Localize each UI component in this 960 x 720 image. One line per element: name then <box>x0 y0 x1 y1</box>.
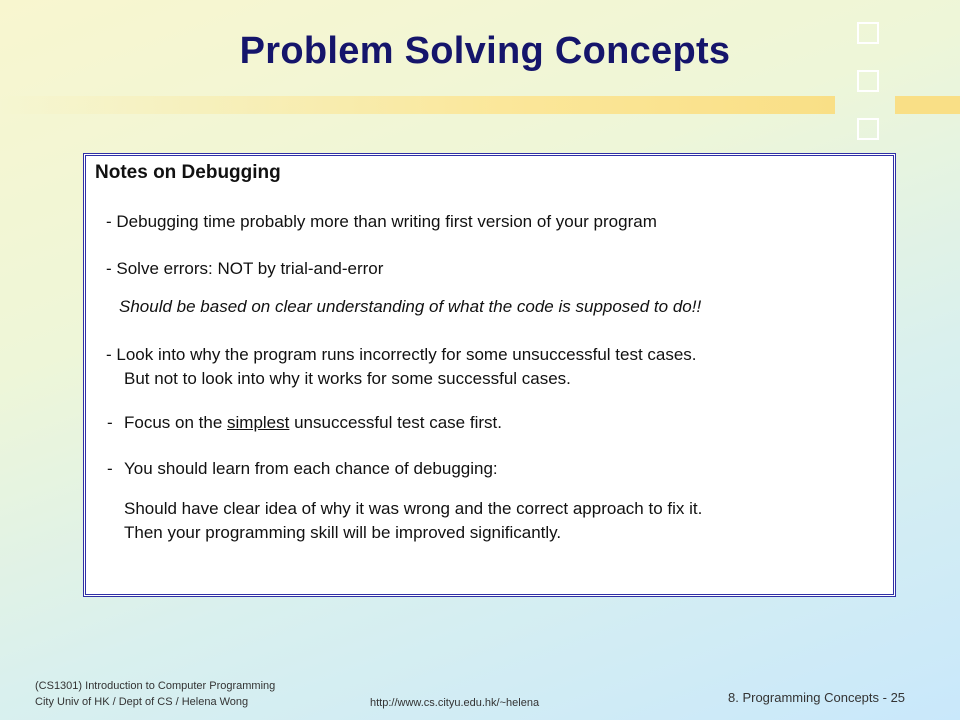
focus-text-pre: Focus on the <box>124 413 228 432</box>
decorative-square-icon <box>857 118 879 140</box>
footer-url: http://www.cs.cityu.edu.hk/~helena <box>370 697 540 709</box>
focus-text-emphasis: simplest <box>227 413 290 432</box>
footer-course: (CS1301) Introduction to Computer Programming <box>35 680 276 692</box>
note-line-improved: Then your programming skill will be improved significantly. <box>124 523 562 542</box>
focus-text-post: unsuccessful test case first. <box>289 413 502 432</box>
title-underline-band <box>0 96 835 114</box>
note-line-understanding: Should be based on clear understanding of what the code is supposed to do!! <box>119 297 702 316</box>
title-underline-band-right <box>895 96 960 114</box>
note-line-look-into: - Look into why the program runs incorrectly for some unsuccessful test cases. <box>106 345 697 364</box>
slide-title: Problem Solving Concepts <box>239 30 731 72</box>
footer-institution: City Univ of HK / Dept of CS / Helena Wong <box>35 696 249 708</box>
note-line-solve-errors: - Solve errors: NOT by trial-and-error <box>106 259 384 278</box>
note-line-focus-dash: - <box>107 413 113 432</box>
note-line-learn: You should learn from each chance of debugging: <box>124 459 498 478</box>
decorative-square-icon <box>857 70 879 92</box>
note-line-debugging-time: - Debugging time probably more than writing first version of your program <box>106 212 657 231</box>
note-line-look-into-cont: But not to look into why it works for some successful cases. <box>124 369 571 388</box>
note-line-learn-dash: - <box>107 459 113 478</box>
panel-heading: Notes on Debugging <box>95 162 281 183</box>
note-line-clear-idea: Should have clear idea of why it was wrong and the correct approach to fix it. <box>124 499 703 518</box>
note-line-focus <box>124 413 502 433</box>
footer-page-number: 8. Programming Concepts - 25 <box>728 690 906 705</box>
